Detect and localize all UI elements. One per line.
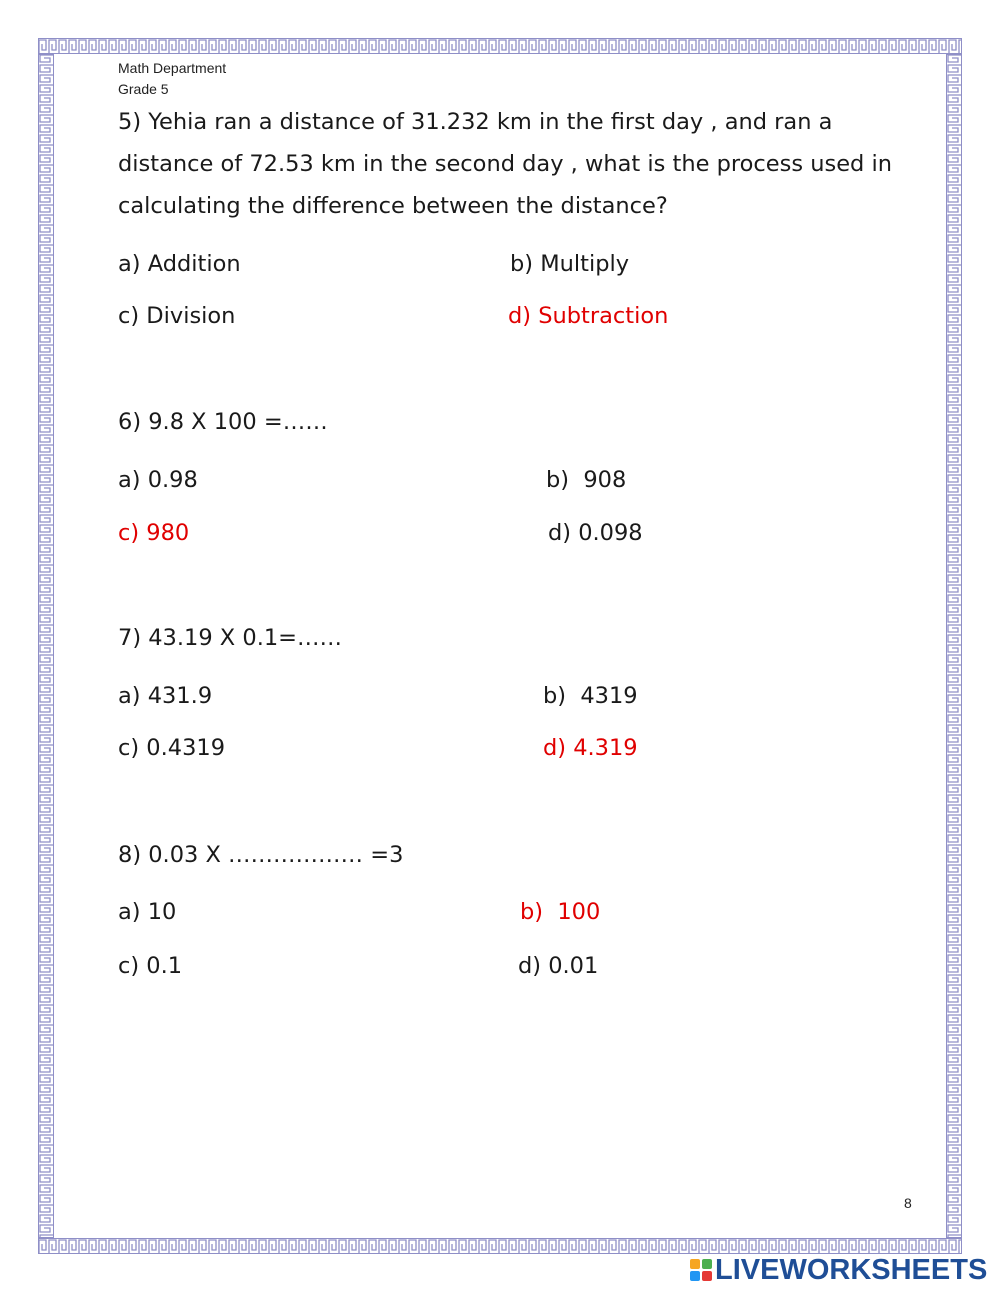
q5-option-b[interactable]: b) Multiply — [510, 251, 630, 277]
department-label: Math Department — [118, 60, 227, 76]
page-number: 8 — [904, 1195, 912, 1211]
q7-option-b[interactable]: b) 4319 — [543, 683, 638, 709]
q5-option-c[interactable]: c) Division — [118, 303, 236, 329]
q6-option-b[interactable]: b) 908 — [546, 467, 627, 493]
q6-option-c[interactable]: c) 980 — [118, 520, 190, 546]
q8-option-d[interactable]: d) 0.01 — [518, 953, 599, 979]
liveworksheets-logo[interactable] — [690, 1255, 987, 1285]
q7-option-c[interactable]: c) 0.4319 — [118, 735, 226, 761]
q5-option-a[interactable]: a) Addition — [118, 251, 241, 277]
q6-option-d[interactable]: d) 0.098 — [548, 520, 643, 546]
question-8: 8) 0.03 X ……………… =3 — [118, 842, 404, 868]
question-7: 7) 43.19 X 0.1=…… — [118, 625, 343, 651]
page-border-top — [38, 38, 962, 54]
grade-label: Grade 5 — [118, 81, 169, 97]
q8-option-a[interactable]: a) 10 — [118, 899, 177, 925]
page-border-bottom — [38, 1238, 962, 1254]
q8-option-c[interactable]: c) 0.1 — [118, 953, 183, 979]
q5-option-d[interactable]: d) Subtraction — [508, 303, 669, 329]
q6-option-a[interactable]: a) 0.98 — [118, 467, 198, 493]
question-6: 6) 9.8 X 100 =…… — [118, 409, 328, 435]
q8-option-b[interactable]: b) 100 — [520, 899, 601, 925]
question-5: 5) Yehia ran a distance of 31.232 km in the first day , and ran a distance of 72.53 km in the second day , what is the process used in calculating the difference between the distance? — [118, 109, 892, 219]
page-border-left — [38, 54, 54, 1238]
liveworksheets-logo-text: LIVEWORKSHEETS — [715, 1254, 988, 1286]
page-border-right — [946, 54, 962, 1238]
q7-option-a[interactable]: a) 431.9 — [118, 683, 213, 709]
q7-option-d[interactable]: d) 4.319 — [543, 735, 638, 761]
liveworksheets-logo-icon — [690, 1259, 712, 1281]
